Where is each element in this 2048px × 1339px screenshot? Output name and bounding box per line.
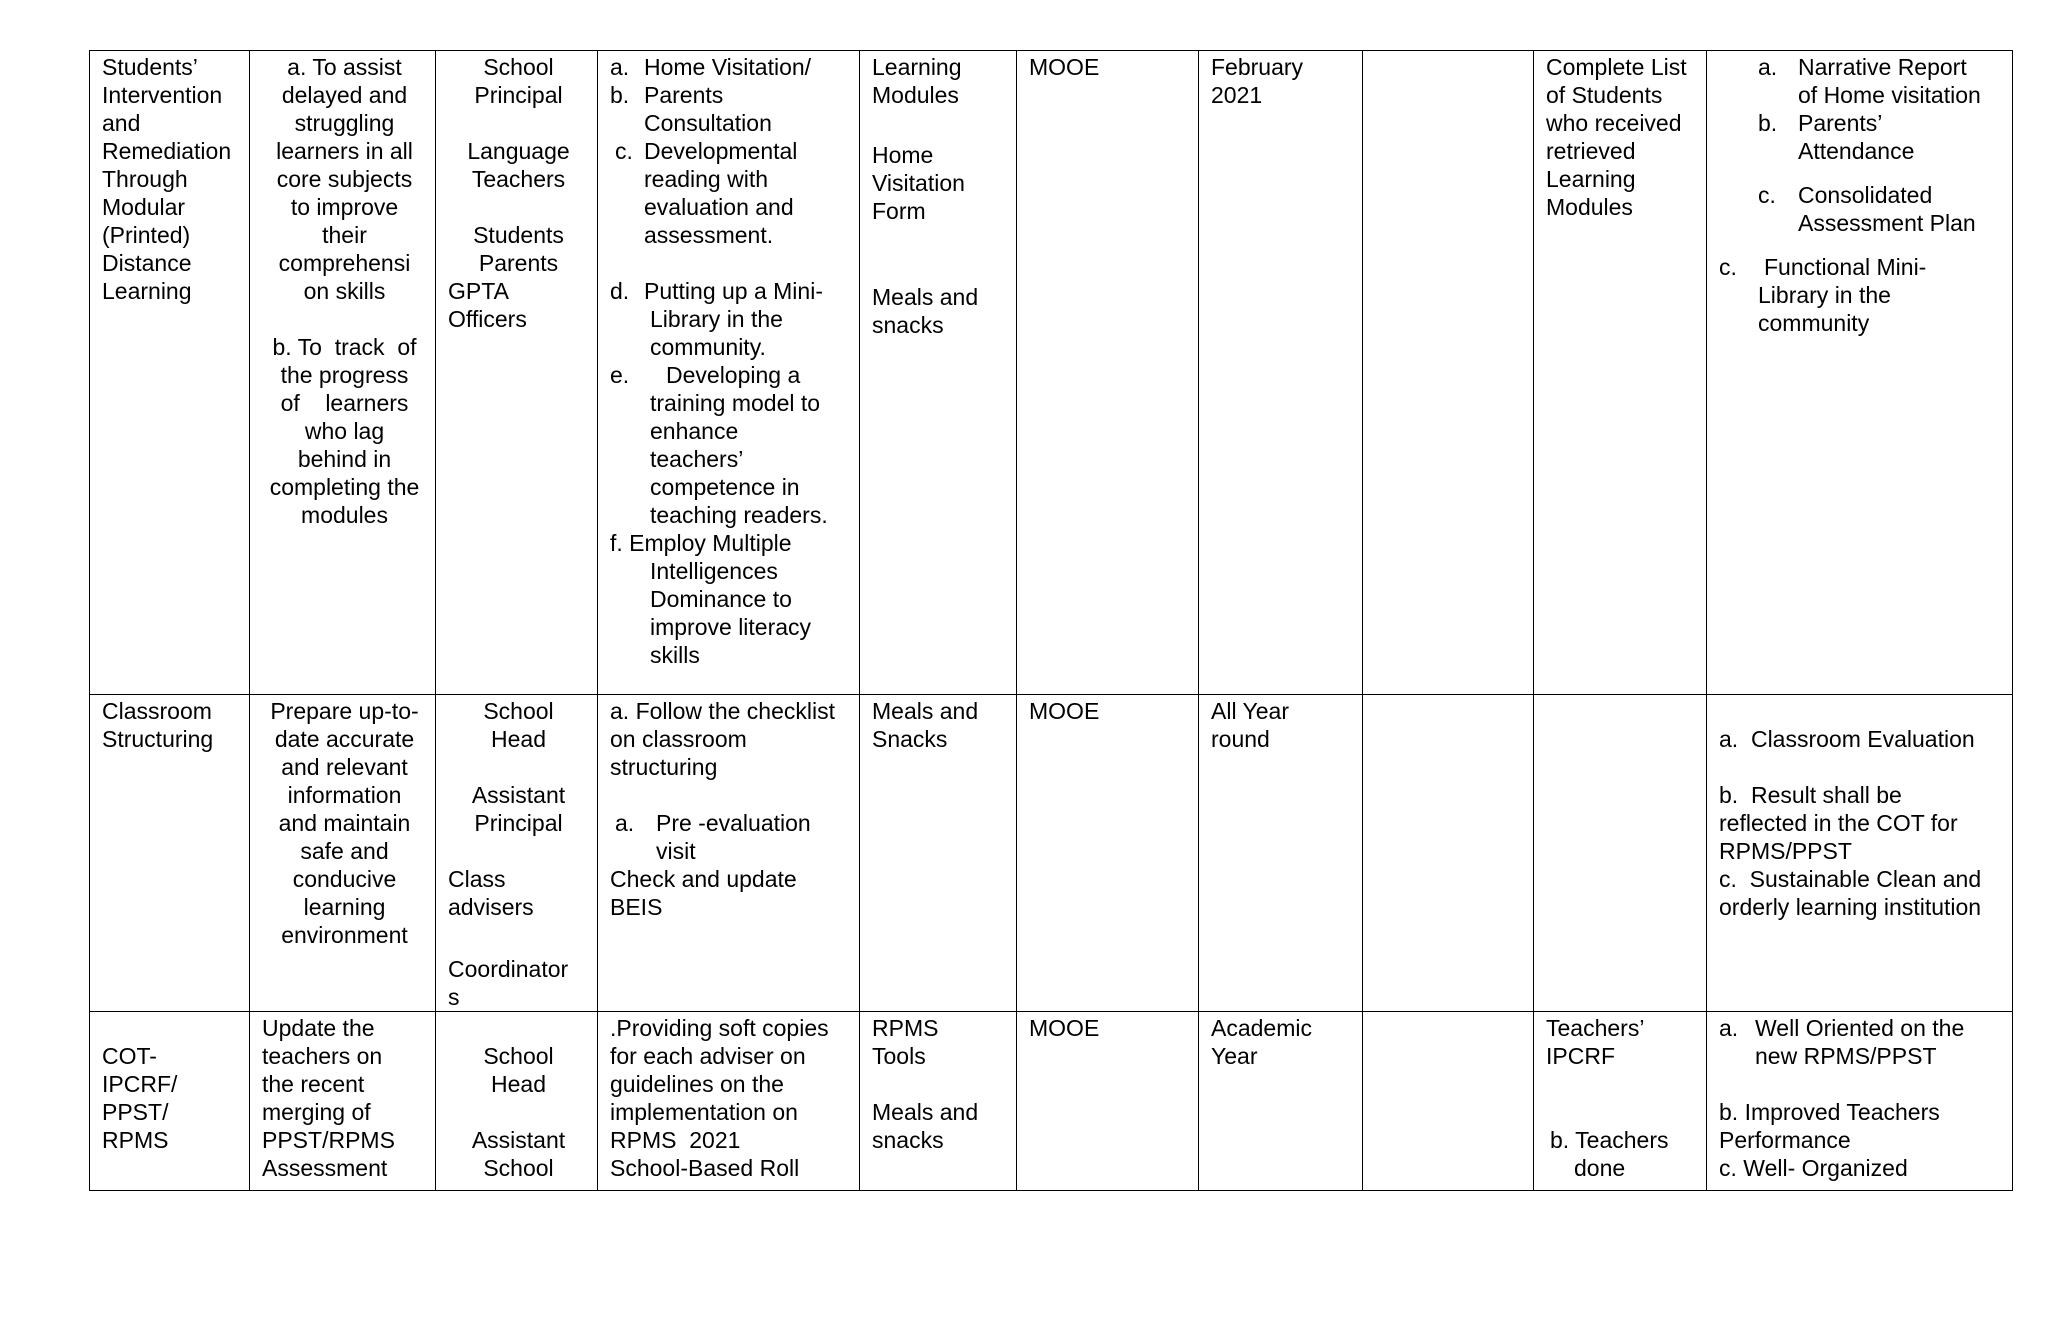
cost-cell	[1363, 695, 1534, 1012]
fund-source-cell: MOOE	[1017, 51, 1199, 695]
cost-cell	[1363, 51, 1534, 695]
outcome-cell: a. Classroom Evaluation b. Result shall be reflected in the COT for RPMS/PPST c. Sustainable Clean and orderly learning institution	[1707, 695, 2013, 1012]
activity-cell: Classroom Structuring	[90, 695, 250, 1012]
mov-cell	[1534, 695, 1707, 1012]
time-frame-cell: All Year round	[1199, 695, 1363, 1012]
resources-cell: RPMS Tools Meals and snacks	[860, 1012, 1017, 1191]
time-frame-cell: February 2021	[1199, 51, 1363, 695]
fund-source-cell: MOOE	[1017, 695, 1199, 1012]
table-row	[90, 51, 2013, 695]
fund-source-cell: MOOE	[1017, 1012, 1199, 1191]
resources-cell: Learning Modules Home Visitation Form Meals and snacks	[860, 51, 1017, 695]
persons-cell: School Head Assistant Principal Class advisers Coordinator s	[436, 695, 598, 1012]
outcome-cell: a. Narrative Report of Home visitation b. Parents’ Attendance c. Consolidated Assessment Plan c. Functional Mini- Library in the community	[1707, 51, 2013, 695]
mov-cell: Complete List of Students who received retrieved Learning Modules	[1534, 51, 1707, 695]
table-row	[90, 1012, 2013, 1191]
objectives-cell: Prepare up-to- date accurate and relevant information and maintain safe and conducive learning environment	[250, 695, 436, 1012]
activity-cell: COT- IPCRF/ PPST/ RPMS	[90, 1012, 250, 1191]
resources-cell: Meals and Snacks	[860, 695, 1017, 1012]
persons-cell: School Principal Language Teachers Students Parents GPTA Officers	[436, 51, 598, 695]
persons-cell: School Head Assistant School	[436, 1012, 598, 1191]
strategies-cell: a. Home Visitation/ b. Parents Consultation c. Developmental reading with evaluation and assessment. d. Putting up a Mini- Library in the community. e. Developing a training model to enhance teachers’ competence in teaching readers. f. Employ Multiple Intelligences Dominance to improve literacy skills	[598, 51, 860, 695]
objectives-cell: Update the teachers on the recent merging of PPST/RPMS Assessment	[250, 1012, 436, 1191]
outcome-cell: a. Well Oriented on the new RPMS/PPST b. Improved Teachers Performance c. Well- Organized	[1707, 1012, 2013, 1191]
activity-cell: Students’ Intervention and Remediation Through Modular (Printed) Distance Learning	[90, 51, 250, 695]
plan-table	[89, 50, 2013, 1191]
strategies-cell: a. Follow the checklist on classroom structuring a. Pre -evaluation visit Check and update BEIS	[598, 695, 860, 1012]
mov-cell: Teachers’ IPCRF b. Teachers done	[1534, 1012, 1707, 1191]
cost-cell	[1363, 1012, 1534, 1191]
table-row	[90, 695, 2013, 1012]
objectives-cell: a. To assist delayed and struggling learners in all core subjects to improve their comprehensi on skills b. To track of the progress of learners who lag behind in completing the modules	[250, 51, 436, 695]
strategies-cell: .Providing soft copies for each adviser on guidelines on the implementation on RPMS 2021 School-Based Roll	[598, 1012, 860, 1191]
time-frame-cell: Academic Year	[1199, 1012, 1363, 1191]
